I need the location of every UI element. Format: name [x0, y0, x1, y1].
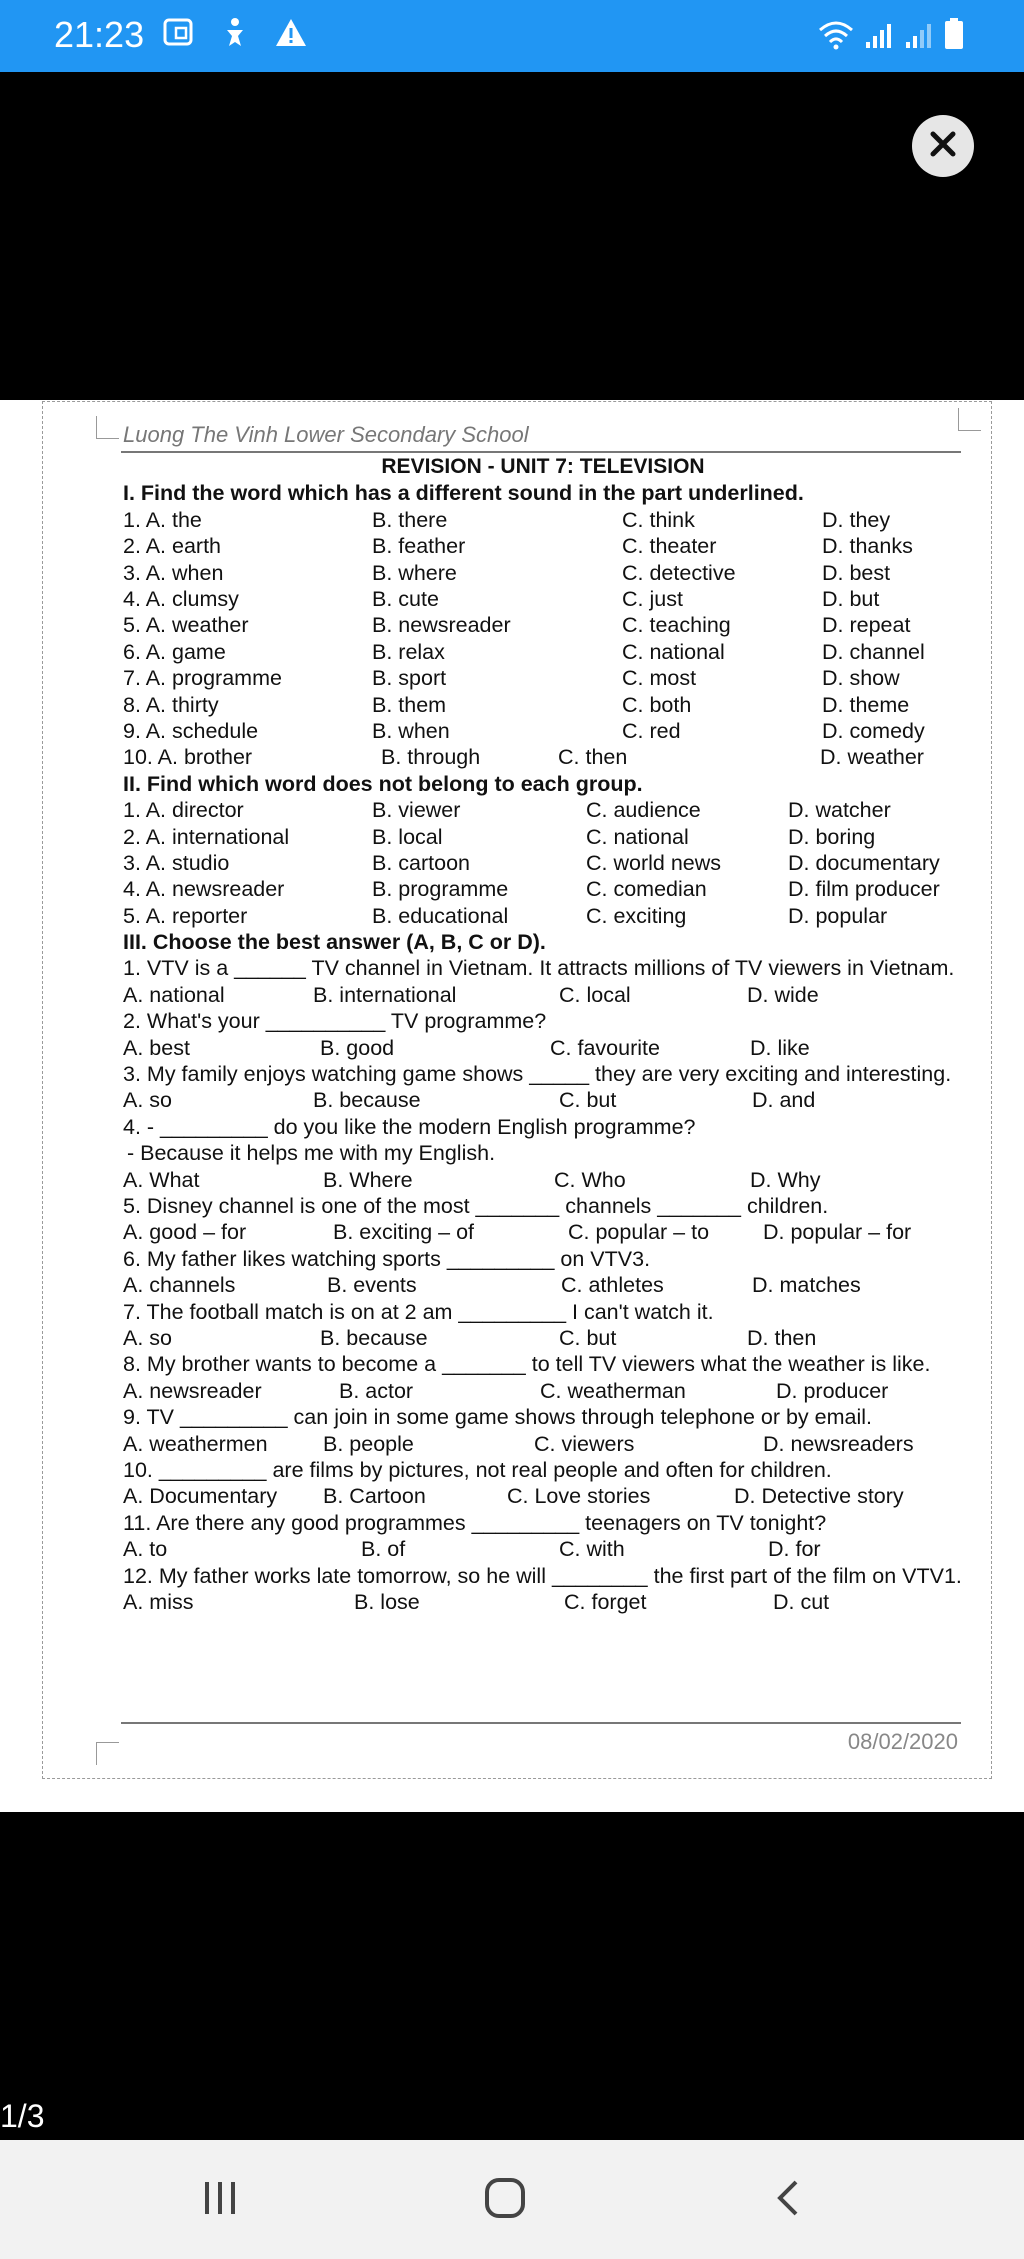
option-d: D. producer	[776, 1378, 889, 1403]
option-c: C. most	[622, 666, 697, 691]
option-a: 6. A. game	[123, 639, 226, 664]
option-a: 4. A. newsreader	[123, 877, 285, 902]
option-c: C. national	[586, 824, 689, 849]
answer-options	[123, 1536, 963, 1562]
option-b: B. programme	[372, 877, 509, 902]
back-icon	[770, 2178, 810, 2223]
option-a: A. Documentary	[123, 1484, 278, 1509]
status-time: 21:23	[54, 14, 145, 55]
option-c: C. teaching	[622, 613, 731, 638]
option-a: 10. A. brother	[123, 745, 253, 770]
option-d: D. watcher	[788, 798, 891, 823]
option-d: D. and	[752, 1088, 816, 1113]
option-a: A. weathermen	[123, 1431, 268, 1456]
question-row	[123, 718, 963, 744]
option-d: D. Why	[750, 1167, 821, 1192]
option-a: 3. A. studio	[123, 850, 230, 875]
question-text: 4. - _________ do you like the modern English programme?	[123, 1114, 696, 1139]
warning-icon	[274, 16, 308, 55]
option-b: B. people	[323, 1431, 414, 1456]
option-d: D. channel	[822, 639, 925, 664]
option-d: D. wide	[747, 982, 819, 1007]
question-row	[123, 560, 963, 586]
option-a: A. channels	[123, 1273, 236, 1298]
option-c: C. comedian	[586, 877, 707, 902]
option-c: C. detective	[622, 560, 736, 585]
option-a: 9. A. schedule	[123, 718, 259, 743]
option-b: B. newsreader	[372, 613, 511, 638]
option-d: D. boring	[788, 824, 876, 849]
question-text: 1. VTV is a ______ TV channel in Vietnam. It attracts millions of TV viewers in Vietnam.	[123, 956, 955, 981]
option-c: C. but	[559, 1088, 617, 1113]
question-text: 9. TV _________ can join in some game shows through telephone or by email.	[123, 1405, 872, 1430]
option-a: 2. A. earth	[123, 534, 222, 559]
option-a: 5. A. weather	[123, 613, 249, 638]
signal-icon	[904, 20, 934, 55]
question-row	[123, 507, 963, 533]
question-text: 11. Are there any good programmes _________ teenagers on TV tonight?	[123, 1510, 827, 1535]
document-body	[123, 454, 963, 1615]
answer-options	[123, 1035, 963, 1061]
option-d: D. best	[822, 560, 891, 585]
option-b: B. because	[313, 1088, 421, 1113]
option-a: 1. A. director	[123, 798, 244, 823]
option-d: D. popular – for	[763, 1220, 912, 1245]
option-a: A. newsreader	[123, 1378, 262, 1403]
option-b: B. through	[381, 745, 481, 770]
option-d: D. thanks	[822, 534, 913, 559]
question-text: 6. My father likes watching sports _________ on VTV3.	[123, 1246, 651, 1271]
home-icon	[483, 2176, 527, 2225]
option-b: B. because	[320, 1326, 428, 1351]
option-a: A. miss	[123, 1590, 194, 1615]
option-d: D. Detective story	[734, 1484, 904, 1509]
option-a: A. good – for	[123, 1220, 247, 1245]
home-button[interactable]	[465, 2170, 545, 2230]
answer-options	[123, 1483, 963, 1509]
header-divider	[121, 451, 961, 453]
question-row	[123, 876, 963, 902]
question-row	[123, 744, 963, 770]
question-row	[123, 665, 963, 691]
option-a: A. national	[123, 982, 225, 1007]
option-b: B. there	[372, 507, 448, 532]
option-c: C. red	[622, 718, 681, 743]
navigation-bar	[0, 2140, 1024, 2259]
section1-heading: I. Find the word which has a different sound in the part underlined.	[123, 481, 804, 506]
option-a: A. to	[123, 1537, 168, 1562]
school-name: Luong The Vinh Lower Secondary School	[123, 422, 529, 447]
document-page[interactable]	[0, 400, 1024, 1812]
option-b: B. international	[313, 982, 457, 1007]
status-bar	[0, 0, 1024, 72]
question-row	[123, 612, 963, 638]
answer-options	[123, 1087, 963, 1113]
option-d: D. repeat	[822, 613, 911, 638]
option-d: D. then	[747, 1326, 817, 1351]
question-row	[123, 639, 963, 665]
option-b: B. Cartoon	[323, 1484, 426, 1509]
option-b: B. them	[372, 692, 447, 717]
option-b: B. where	[372, 560, 457, 585]
recent-apps-icon	[200, 2178, 240, 2223]
option-a: 8. A. thirty	[123, 692, 219, 717]
option-a: A. What	[123, 1167, 200, 1192]
option-d: D. popular	[788, 903, 888, 928]
option-b: B. educational	[372, 903, 509, 928]
footer-divider	[121, 1722, 961, 1724]
answer-options	[123, 1325, 963, 1351]
answer-options	[123, 1431, 963, 1457]
close-button[interactable]	[912, 115, 974, 177]
option-b: B. relax	[372, 639, 445, 664]
option-b: B. local	[372, 824, 443, 849]
option-a: 2. A. international	[123, 824, 290, 849]
option-d: D. weather	[820, 745, 924, 770]
option-d: D. film producer	[788, 877, 940, 902]
question-text: 5. Disney channel is one of the most _______ channels _______ children.	[123, 1194, 829, 1219]
option-c: C. theater	[622, 534, 717, 559]
option-d: D. like	[750, 1035, 810, 1060]
option-c: C. viewers	[534, 1431, 635, 1456]
question-text: 12. My father works late tomorrow, so he will ________ the first part of the film on VTV1.	[123, 1563, 962, 1588]
option-b: B. exciting – of	[333, 1220, 475, 1245]
corner-mark	[96, 1742, 119, 1765]
question-text: 3. My family enjoys watching game shows _____ they are very exciting and interesting.	[123, 1062, 952, 1087]
question-text: 7. The football match is on at 2 am _________ I can't watch it.	[123, 1299, 714, 1324]
option-a: 5. A. reporter	[123, 903, 248, 928]
option-a: 3. A. when	[123, 560, 224, 585]
option-b: B. viewer	[372, 798, 461, 823]
option-d: D. for	[768, 1537, 821, 1562]
recent-apps-button[interactable]	[180, 2170, 260, 2230]
question-row	[123, 797, 963, 823]
option-b: B. Where	[323, 1167, 413, 1192]
option-c: C. with	[559, 1537, 625, 1562]
option-b: B. lose	[354, 1590, 420, 1615]
answer-options	[123, 1378, 963, 1404]
option-c: C. forget	[564, 1590, 647, 1615]
option-c: C. national	[622, 639, 725, 664]
option-d: D. comedy	[822, 718, 925, 743]
option-b: B. feather	[372, 534, 466, 559]
option-a: 4. A. clumsy	[123, 586, 239, 611]
corner-mark	[958, 408, 981, 431]
question-row	[123, 824, 963, 850]
screenshot-icon	[162, 16, 196, 55]
answer-options	[123, 1272, 963, 1298]
section3-list	[123, 955, 963, 1615]
question-row	[123, 533, 963, 559]
answer-options	[123, 1167, 963, 1193]
option-c: C. weatherman	[540, 1378, 686, 1403]
option-a: A. so	[123, 1326, 172, 1351]
option-d: D. documentary	[788, 850, 940, 875]
accessibility-icon	[218, 16, 252, 55]
question-row	[123, 903, 963, 929]
option-b: B. actor	[339, 1378, 414, 1403]
option-a: A. best	[123, 1035, 190, 1060]
option-b: B. cute	[372, 586, 439, 611]
answer-options	[123, 982, 963, 1008]
option-c: C. exciting	[586, 903, 687, 928]
answer-options	[123, 1589, 963, 1615]
option-b: B. of	[361, 1537, 406, 1562]
option-b: B. events	[327, 1273, 417, 1298]
signal-icon	[864, 20, 894, 55]
option-c: C. but	[559, 1326, 617, 1351]
option-d: D. theme	[822, 692, 910, 717]
question-text: - Because it helps me with my English.	[127, 1141, 496, 1166]
document-title: REVISION - UNIT 7: TELEVISION	[381, 455, 705, 478]
option-c: C. popular – to	[568, 1220, 710, 1245]
corner-mark	[96, 416, 119, 439]
option-b: B. good	[320, 1035, 395, 1060]
option-c: C. both	[622, 692, 692, 717]
option-c: C. athletes	[561, 1273, 664, 1298]
option-c: C. world news	[586, 850, 722, 875]
option-d: D. show	[822, 666, 900, 691]
option-c: C. Love stories	[507, 1484, 651, 1509]
option-d: D. newsreaders	[763, 1431, 914, 1456]
wifi-icon	[818, 20, 854, 55]
option-b: B. sport	[372, 666, 447, 691]
option-d: D. they	[822, 507, 891, 532]
page-counter: 1/3	[0, 2098, 45, 2134]
question-text: 10. _________ are films by pictures, not real people and often for children.	[123, 1458, 832, 1483]
answer-options	[123, 1219, 963, 1245]
question-text: 8. My brother wants to become a _______ to tell TV viewers what the weather is like.	[123, 1352, 931, 1377]
question-row	[123, 586, 963, 612]
option-a: 7. A. programme	[123, 666, 282, 691]
option-d: D. cut	[773, 1590, 830, 1615]
option-c: C. audience	[586, 798, 701, 823]
section2-list	[123, 797, 963, 929]
section1-list	[123, 507, 963, 771]
option-a: A. so	[123, 1088, 172, 1113]
option-c: C. Who	[554, 1167, 626, 1192]
section3-heading: III. Choose the best answer (A, B, C or D).	[123, 930, 546, 955]
option-c: C. think	[622, 507, 695, 532]
option-d: D. but	[822, 586, 880, 611]
section2-heading: II. Find which word does not belong to each group.	[123, 771, 643, 796]
back-button[interactable]	[750, 2170, 830, 2230]
battery-icon	[944, 18, 964, 55]
option-a: 1. A. the	[123, 507, 202, 532]
option-d: D. matches	[752, 1273, 861, 1298]
option-b: B. when	[372, 718, 450, 743]
option-c: C. then	[558, 745, 628, 770]
question-text: 2. What's your __________ TV programme?	[123, 1009, 547, 1034]
option-c: C. favourite	[550, 1035, 660, 1060]
question-row	[123, 692, 963, 718]
document-date: 08/02/2020	[847, 1729, 958, 1754]
option-c: C. local	[559, 982, 631, 1007]
option-c: C. just	[622, 586, 683, 611]
question-row	[123, 850, 963, 876]
close-icon	[928, 129, 958, 164]
option-b: B. cartoon	[372, 850, 470, 875]
